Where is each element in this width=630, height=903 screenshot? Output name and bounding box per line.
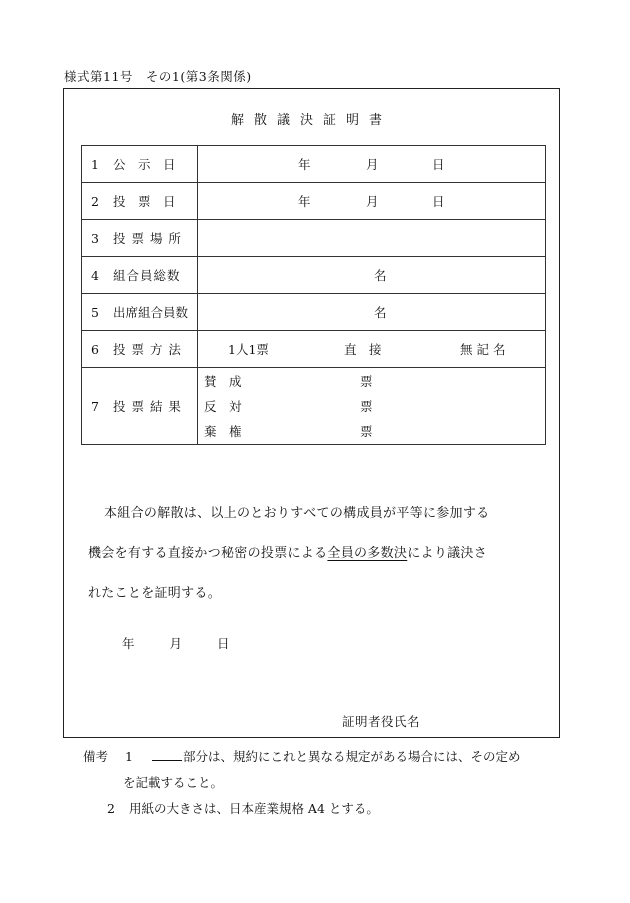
row-value[interactable] bbox=[198, 220, 546, 257]
certification-date[interactable] bbox=[122, 634, 261, 652]
certifier-label: 証明者役氏名 bbox=[342, 714, 421, 729]
method-direct: 直 接 bbox=[344, 342, 382, 357]
table-row bbox=[82, 146, 546, 183]
statement-underlined-phrase: 全員の多数決 bbox=[327, 546, 408, 561]
method-one-person-one-vote: 1人1票 bbox=[228, 342, 269, 357]
row-number: 3 bbox=[91, 231, 99, 246]
result-for-unit: 票 bbox=[360, 374, 373, 389]
row-label bbox=[82, 331, 198, 368]
row-value[interactable] bbox=[198, 183, 546, 220]
form-number: 様式第11号 その1(第3条関係) bbox=[64, 69, 252, 84]
remarks bbox=[83, 744, 521, 822]
row-label-text: 公 示 日 bbox=[113, 157, 176, 172]
result-against-unit: 票 bbox=[360, 399, 373, 414]
remark-1-continuation: を記載すること。 bbox=[123, 775, 224, 790]
day-label: 日 bbox=[432, 194, 445, 209]
row-label-text: 出席組合員数 bbox=[113, 305, 189, 320]
remark-1-number: 1 bbox=[125, 749, 133, 764]
day-label: 日 bbox=[432, 157, 445, 172]
row-value[interactable] bbox=[198, 368, 546, 445]
remark-2-number: 2 bbox=[107, 801, 115, 816]
date-day-label: 日 bbox=[217, 636, 230, 651]
row-label-text: 投 票 場 所 bbox=[113, 231, 182, 246]
statement-line-2 bbox=[88, 534, 558, 574]
table-row bbox=[82, 220, 546, 257]
row-label bbox=[82, 368, 198, 445]
statement-line-1: 本組合の解散は、以上のとおりすべての構成員が平等に参加する bbox=[104, 506, 490, 521]
table-row bbox=[82, 257, 546, 294]
row-value[interactable] bbox=[198, 257, 546, 294]
row-value[interactable] bbox=[198, 146, 546, 183]
date-year-label: 年 bbox=[122, 636, 135, 651]
count-unit: 名 bbox=[374, 305, 387, 320]
row-label-text: 投 票 日 bbox=[113, 194, 176, 209]
document-title: 解散議決証明書 bbox=[230, 113, 392, 128]
remark-2-text: 用紙の大きさは、日本産業規格 A4 とする。 bbox=[128, 801, 379, 816]
month-label: 月 bbox=[366, 157, 379, 172]
row-number: 6 bbox=[91, 342, 99, 357]
certificate-table bbox=[81, 145, 546, 445]
certification-statement bbox=[88, 494, 558, 614]
row-label bbox=[82, 294, 198, 331]
row-number: 7 bbox=[91, 399, 99, 414]
row-label bbox=[82, 257, 198, 294]
result-for-label: 賛 成 bbox=[204, 374, 242, 389]
row-label-text: 投 票 結 果 bbox=[113, 399, 182, 414]
table-row bbox=[82, 183, 546, 220]
result-abstain-label: 棄 権 bbox=[204, 424, 242, 439]
certificate-frame bbox=[63, 88, 560, 738]
row-label-text: 投 票 方 法 bbox=[113, 342, 182, 357]
year-label: 年 bbox=[298, 157, 311, 172]
row-label bbox=[82, 183, 198, 220]
row-value[interactable] bbox=[198, 294, 546, 331]
table-row bbox=[82, 331, 546, 368]
row-number: 4 bbox=[91, 268, 99, 283]
statement-line-2-post: により議決さ bbox=[407, 546, 488, 561]
remark-1-text: 部分は、規約にこれと異なる規定がある場合には、その定め bbox=[182, 749, 521, 764]
table-row bbox=[82, 368, 546, 445]
row-number: 2 bbox=[91, 194, 99, 209]
row-label bbox=[82, 146, 198, 183]
month-label: 月 bbox=[366, 194, 379, 209]
row-number: 1 bbox=[91, 157, 99, 172]
row-label bbox=[82, 220, 198, 257]
result-against-label: 反 対 bbox=[204, 399, 242, 414]
statement-line-2-pre: 機会を有する直接かつ秘密の投票による bbox=[88, 546, 328, 561]
remarks-heading: 備考 bbox=[83, 749, 109, 764]
underline-sample bbox=[152, 748, 182, 761]
method-secret: 無 記 名 bbox=[460, 342, 506, 357]
count-unit: 名 bbox=[374, 268, 387, 283]
date-month-label: 月 bbox=[169, 636, 183, 651]
table-row bbox=[82, 294, 546, 331]
statement-line-3: れたことを証明する。 bbox=[88, 586, 222, 601]
result-abstain-unit: 票 bbox=[360, 424, 373, 439]
row-label-text: 組合員総数 bbox=[113, 268, 181, 283]
row-number: 5 bbox=[91, 305, 99, 320]
year-label: 年 bbox=[298, 194, 311, 209]
row-value[interactable] bbox=[198, 331, 546, 368]
